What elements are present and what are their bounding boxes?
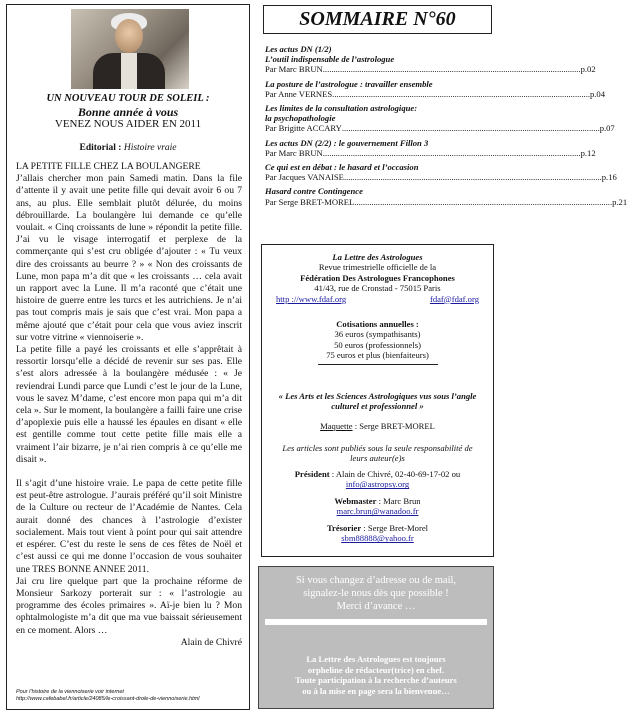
editorial-panel	[6, 4, 250, 710]
maquette-value: : Serge BRET-MOREL	[352, 421, 435, 431]
toc-entry-author: Par Jacques VANAISE	[265, 172, 344, 183]
toc-entry-page: p.04	[589, 88, 606, 99]
toc-entry-page: p.16	[601, 172, 617, 183]
toc-entry-title: La posture de l’astrologue : travailler ensemble	[265, 78, 433, 89]
toc-entry-title: Les limites de la consultation astrologique:	[265, 103, 418, 114]
toc-entry-author: Par Marc BRUN	[265, 147, 323, 158]
toc-leader-dots: ........................................................................................................................	[322, 147, 581, 158]
editor-wanted-notice	[259, 654, 493, 696]
tresorier-label: Trésorier	[326, 523, 362, 533]
federation-name: Fédération Des Astrologues Francophones	[300, 272, 455, 283]
toc-entry-author: Par Brigitte ACCARY	[265, 123, 342, 134]
webmaster-email-link[interactable]: marc.brun@wanadoo.fr	[336, 506, 419, 517]
webmaster-label: Webmaster	[334, 496, 377, 506]
toc-entry-title: Ce qui est en débat : le hasard et l’occasion	[265, 162, 419, 173]
toc-entry[interactable]	[265, 103, 615, 134]
notice-line: La Lettre des Astrologues est toujours	[306, 654, 446, 664]
tresorier-value: : Serge Bret-Morel	[361, 523, 429, 533]
author-photo	[71, 9, 189, 89]
editorial-story	[16, 161, 242, 649]
header-line-1: UN NOUVEAU TOUR DE SOLEIL :	[46, 93, 210, 104]
story-paragraph: Jai cru lire quelque part que la prochaine réforme de Monsieur Sarkozy porterait sur : « l’astrologie au programme des écoles primaires ». Aï-je bien lu ? Mon ophtalmologiste m’a dit que ma vue baissait sérieusement en ce moment. Alors …	[16, 575, 242, 636]
notice-line: signalez-le nous dès que possible !	[303, 588, 449, 599]
toc-entry-title: Les actus DN (2/2) : le gouvernement Fillon 3	[265, 137, 429, 148]
maquette-label: Maquette	[320, 421, 353, 431]
toc-entry-author: Par Anne VERNES	[265, 88, 333, 99]
toc-entry-title: Hasard contre Contingence	[265, 186, 363, 197]
toc-entry-title: Les actus DN (1/2)	[265, 44, 332, 54]
header-line-2: Bonne année à vous	[77, 105, 179, 119]
toc-entry-author: Par Serge BRET-MOREL	[265, 196, 355, 207]
footnote-link[interactable]: http://www.cafebabel.fr/article/24085/le-croissant-drole-de-viennoiserie.html	[16, 696, 200, 702]
contact-email-link[interactable]: fdaf@fdaf.org	[429, 293, 479, 304]
notice-panel	[258, 566, 494, 709]
motto: « Les Arts et les Sciences Astrologiques vus sous l’angle culturel et professionnel »	[278, 391, 477, 412]
publication-info	[261, 244, 494, 557]
notice-line: Merci d’avance …	[336, 601, 416, 612]
editorial-label: Editorial :	[79, 143, 122, 153]
toc-entry-subtitle: la psychopathologie	[265, 113, 336, 124]
footnote-text: Pour l’histoire de la viennoiserie voir internet	[16, 689, 124, 695]
president-label: Président	[294, 469, 330, 479]
cotisation-item: 50 euros (professionnels)	[334, 339, 421, 350]
toc-entry-page: p.02	[580, 64, 596, 75]
toc-entry-page: p.07	[599, 123, 615, 134]
notice-line: Toute participation à la recherche d’auteurs	[295, 675, 457, 686]
toc-entry-author: Par Marc BRUN	[265, 64, 323, 75]
toc-leader-dots: ........................................................................................................................	[341, 123, 600, 134]
toc-leader-dots: ........................................................................................................................	[354, 196, 613, 207]
publication-line: Revue trimestrielle officielle de la	[318, 262, 437, 273]
toc-leader-dots: ........................................................................................................................	[343, 172, 602, 183]
address-change-notice	[259, 574, 493, 613]
story-paragraph: La petite fille a payé les croissants et elle s’apprêtait à ressortir lorsqu’elle a décidé de revenir sur ses pas. Elle s’est alors adressée à la boulangère médusée : « Je reviendrai Lundi parce que Lundi c’est le jour de la Lune, vous le savez M’dame, c’est encore mon papa qui m’a dit cela ». Sur le moment, la boulangère a failli faire une crise d’apoplexie puis elle a haussé les épaules en disant « elle est gentille comme tout cette petite fille mais elle a vraiment l’air bizarre, je n’ai rien compris à ce qu’elle me disait ».	[16, 344, 242, 465]
toc-entry[interactable]	[265, 44, 596, 75]
story-paragraph: Il s’agit d’une histoire vraie. Le papa de cette petite fille est peut-être astrologue. J’aurais préféré qu’il soit Ministre de la Culture ou recteur de l’Académie de Nantes. Cela aurait donné des chances à l’astrologie d’exister socialement. Mais tout vient à point pour qui sait attendre et espérer. C’est du reste le sens de ces fêtes de Noël et c’est aussi ce qui me donne l’occasion de vous souhaiter une TRES BONNE ANNEE 2011.	[16, 478, 242, 575]
toc-entry[interactable]	[265, 78, 606, 99]
footnote	[16, 689, 242, 703]
cotisations-label: Cotisations annuelles :	[336, 319, 419, 329]
website-link[interactable]: http ://www.fdaf.org	[276, 293, 347, 304]
toc-entry[interactable]	[265, 186, 627, 207]
story-signature: Alain de Chivré	[180, 636, 242, 648]
toc-leader-dots: ........................................................................................................................	[322, 64, 581, 75]
cotisation-item: 75 euros et plus (bienfaiteurs)	[326, 350, 429, 361]
story-paragraph: J’allais chercher mon pain Samedi matin. Dans la file d’attente il y avait une petite fille qui devait avoir 6 ou 7 ans, au plus. Elle semblait plutôt délurée, du moins débrouillarde. La boulangère lui demande ce qu’elle voulait. « Cinq croissants de lune » répondit la petite fille. J’ai vu le visage interrogatif et perplexe de la commerçante qui s’est cru obligée d’ajouter : « Tu veux dire des croissants au beurre ? » « Non des croissants de Lune, mon papa m’a dit que « les croissants … cela avait un rapport avec la Lune. Il m’a raconté que c’était une histoire de guerre entre les turcs et les autrichiens. Je n’ai pas tout compris mais je sais que c’est vrai. Mon papa a même ajouté que c’était pour cela que vous aviez inscrit sur votre vitrine « viennoiserie ».	[16, 173, 242, 343]
president-email-link[interactable]: info@astropsy.org	[345, 479, 410, 490]
notice-divider	[265, 619, 487, 625]
toc-entry[interactable]	[265, 137, 596, 158]
disclaimer: Les articles sont publiés sous la seule responsabilité de leurs auteur(e)s	[282, 443, 473, 464]
toc-leader-dots: ........................................................................................................................	[332, 88, 590, 99]
sommaire-title: SOMMAIRE N°60	[263, 5, 492, 34]
publication-address: 41/43, rue de Cronstad - 75015 Paris	[314, 283, 441, 294]
editorial-heading	[7, 143, 249, 153]
story-title: LA PETITE FILLE CHEZ LA BOULANGERE	[16, 161, 201, 172]
publication-title: La Lettre des Astrologues	[332, 252, 423, 262]
toc-entry[interactable]	[265, 162, 617, 183]
notice-line: orpheline de rédacteur(trice) en chef.	[307, 664, 445, 675]
notice-line: ou à la mise en page sera la bienvenue…	[302, 685, 450, 696]
divider	[318, 364, 438, 365]
tresorier-email-link[interactable]: sbm88888@yahoo.fr	[341, 533, 414, 544]
notice-line: Si vous changez d’adresse ou de mail,	[295, 575, 457, 586]
table-of-contents	[265, 44, 627, 211]
toc-entry-page: p.21	[612, 196, 627, 207]
webmaster-value: : Marc Brun	[376, 496, 421, 506]
toc-entry-page: p.12	[580, 147, 596, 158]
cotisation-item: 36 euros (sympathisants)	[334, 329, 421, 340]
header-line-3: VENEZ NOUS AIDER EN 2011	[54, 118, 202, 130]
editorial-title: Histoire vraie	[123, 143, 177, 153]
toc-entry-subtitle: L’outil indispensable de l’astrologue	[265, 54, 395, 65]
president-value: : Alain de Chivré, 02-40-69-17-02 ou	[329, 469, 461, 479]
